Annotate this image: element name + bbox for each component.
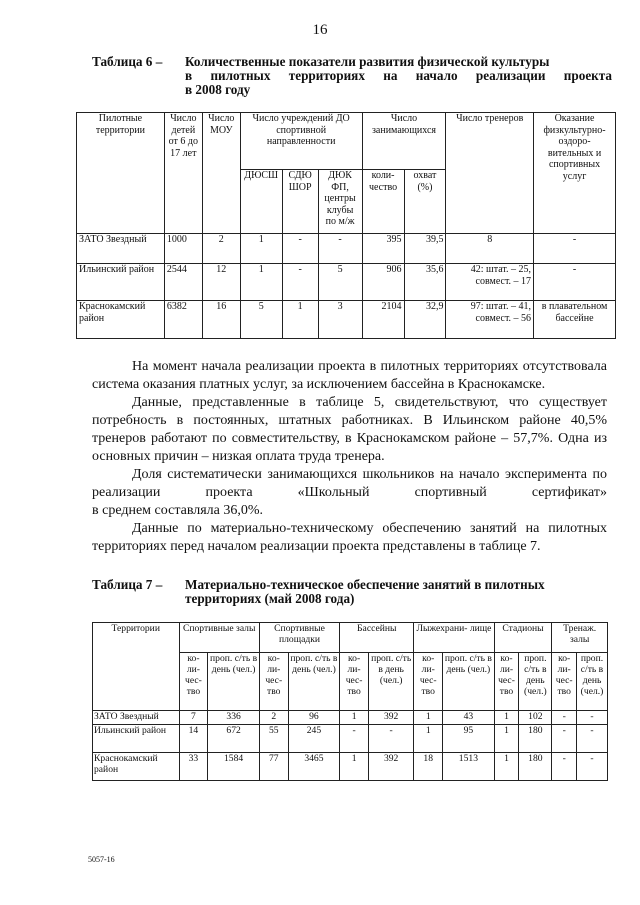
paragraph-3b: в среднем составляла 36,0%.: [92, 503, 264, 518]
t7-cell: 18: [414, 753, 443, 781]
t6-header-territory: Пилотные территории: [77, 113, 165, 234]
t7-header-qty: ко- ли- чес- тво: [552, 653, 577, 711]
paragraph-1: На момент начала реализации проекта в пилотных территориях отсутствовала система оказания платных услуг, за исключением бассейна в Краснокамске.: [92, 359, 607, 392]
t7-header-cap: проп. с/ть в день (чел.): [577, 653, 608, 711]
table7: [92, 622, 608, 781]
t7-cell: 1: [494, 725, 519, 753]
t7-header-cap: проп. с/ть в день (чел.): [519, 653, 552, 711]
table6-title-line2: в пилотных территориях на начало реализации проекта: [185, 68, 612, 83]
t7-cell: -: [552, 753, 577, 781]
page-number: 16: [312, 22, 328, 38]
t7-cell: 77: [259, 753, 288, 781]
t7-cell: 180: [519, 725, 552, 753]
t6-header-count: коли- чество: [362, 170, 404, 234]
t6-header-mou: Число МОУ: [202, 113, 240, 234]
t7-cell: 1: [494, 711, 519, 725]
t7-cell: -: [577, 711, 608, 725]
t7-cell: 392: [369, 711, 414, 725]
t7-cell: 1584: [208, 753, 260, 781]
body-text: [92, 358, 607, 556]
t6-header-institutions: Число учреждений ДО спортивной направленности: [240, 113, 362, 170]
t7-cell-territory: ЗАТО Звездный: [93, 711, 180, 725]
t7-cell: 1513: [443, 753, 495, 781]
t7-cell: 1: [494, 753, 519, 781]
paragraph-2: Данные, представленные в таблице 5, свидетельствуют, что существует потребность в постоянных, штатных работниках. В Ильинском районе 40,5% тренеров работают по совместительству, в Краснокамском районе – 57,7%. Одна из основных причин – низкая оплата труда тренера.: [92, 395, 607, 464]
t6-header-dyussh: ДЮСШ: [240, 170, 282, 234]
table-row: [93, 725, 608, 753]
table6-title-line1: Количественные показатели развития физической культуры: [185, 54, 550, 69]
t6-header-students: Число занимающихся: [362, 113, 446, 170]
t6-cell-territory: Ильинский район: [77, 264, 165, 301]
t7-cell: 1: [340, 711, 369, 725]
t7-cell: -: [552, 711, 577, 725]
t7-cell: 55: [259, 725, 288, 753]
t6-cell-coaches: 42: штат. – 25, совмест. – 17: [446, 264, 534, 301]
t7-cell: 14: [179, 725, 208, 753]
t6-cell-count: 2104: [362, 301, 404, 339]
t7-header-qty: ко- ли- чес- тво: [259, 653, 288, 711]
t6-cell-territory: Краснокамский район: [77, 301, 165, 339]
t7-cell: -: [577, 725, 608, 753]
t6-cell-dyussh: 1: [240, 264, 282, 301]
table-row: [93, 711, 608, 725]
t6-cell-services: -: [534, 264, 616, 301]
t6-cell-dyussh: 1: [240, 234, 282, 264]
t7-cell: 392: [369, 753, 414, 781]
table7-label: Таблица 7 –: [92, 577, 163, 592]
t7-header-qty: ко- ли- чес- тво: [340, 653, 369, 711]
table7-caption: [92, 578, 592, 606]
t7-header-stadiums: Стадионы: [494, 623, 552, 653]
t6-cell-children: 1000: [164, 234, 202, 264]
t7-header-gyms: Тренаж. залы: [552, 623, 608, 653]
t7-cell: 1: [414, 711, 443, 725]
table-row: [77, 264, 616, 301]
t6-cell-children: 2544: [164, 264, 202, 301]
t7-header-halls: Спортивные залы: [179, 623, 259, 653]
t6-cell-count: 906: [362, 264, 404, 301]
t7-header-qty: ко- ли- чес- тво: [494, 653, 519, 711]
t6-header-services: Оказание физкультурно- оздоро- вительных и спортивных услуг: [534, 113, 616, 234]
t7-header-ski: Лыжехрани- лище: [414, 623, 494, 653]
t7-cell-territory: Краснокамский район: [93, 753, 180, 781]
t6-cell-mou: 16: [202, 301, 240, 339]
t6-cell-mou: 12: [202, 264, 240, 301]
t6-cell-coaches: 97: штат. – 41, совмест. – 56: [446, 301, 534, 339]
t7-header-pools: Бассейны: [340, 623, 414, 653]
t6-cell-sdyushor: 1: [282, 301, 318, 339]
table-row: [77, 234, 616, 264]
table6-title-line3: в 2008 году: [185, 82, 251, 97]
t7-header-cap: проп. с/ть в день (чел.): [288, 653, 340, 711]
t7-header-cap: проп. с/ть в день (чел.): [443, 653, 495, 711]
t6-cell-coverage: 32,9: [404, 301, 446, 339]
t7-cell: -: [340, 725, 369, 753]
t7-cell: 336: [208, 711, 260, 725]
t7-cell: -: [577, 753, 608, 781]
paragraph-3a: Доля систематически занимающихся школьников на начало эксперимента по реализации проекта «Школьный спортивный сертификат»: [92, 467, 607, 500]
t7-cell: 33: [179, 753, 208, 781]
t6-cell-children: 6382: [164, 301, 202, 339]
table7-title-line2: территориях (май 2008 года): [185, 591, 355, 606]
t7-cell: 245: [288, 725, 340, 753]
t6-cell-services: -: [534, 234, 616, 264]
t6-header-coaches: Число тренеров: [446, 113, 534, 234]
t6-cell-coaches: 8: [446, 234, 534, 264]
t6-cell-territory: ЗАТО Звездный: [77, 234, 165, 264]
t7-cell: 95: [443, 725, 495, 753]
t7-cell: 7: [179, 711, 208, 725]
t7-header-cap: проп. с/ть в день (чел.): [208, 653, 260, 711]
t6-cell-mou: 2: [202, 234, 240, 264]
table-row: [77, 301, 616, 339]
t7-header-qty: ко- ли- чес- тво: [179, 653, 208, 711]
table6: [76, 112, 616, 339]
t6-cell-count: 395: [362, 234, 404, 264]
footer-code: 5057-16: [88, 855, 115, 864]
table-row: [93, 753, 608, 781]
t7-header-cap: проп. с/ть в день (чел.): [369, 653, 414, 711]
t7-cell: 96: [288, 711, 340, 725]
t7-cell-territory: Ильинский район: [93, 725, 180, 753]
t7-cell: 2: [259, 711, 288, 725]
t7-cell: 1: [340, 753, 369, 781]
t7-cell: 102: [519, 711, 552, 725]
paragraph-4: Данные по материально-техническому обеспечению занятий на пилотных территориях перед началом реализации проекта представлены в таблице 7.: [92, 521, 607, 554]
t6-cell-dyukfp: -: [318, 234, 362, 264]
table6-caption: [92, 55, 612, 97]
t7-cell: 672: [208, 725, 260, 753]
t6-cell-sdyushor: -: [282, 264, 318, 301]
t6-header-sdyushor: СДЮ ШОР: [282, 170, 318, 234]
t7-header-grounds: Спортивные площадки: [259, 623, 339, 653]
t7-header-qty: ко- ли- чес- тво: [414, 653, 443, 711]
t6-header-coverage: охват (%): [404, 170, 446, 234]
t6-header-children: Число детей от 6 до 17 лет: [164, 113, 202, 234]
table6-label: Таблица 6 –: [92, 54, 163, 69]
t6-cell-coverage: 35,6: [404, 264, 446, 301]
t7-cell: -: [369, 725, 414, 753]
t7-header-territory: Территории: [93, 623, 180, 711]
t7-cell: -: [552, 725, 577, 753]
table7-title-line1: Материально-техническое обеспечение занятий в пилотных: [185, 577, 545, 592]
t7-cell: 180: [519, 753, 552, 781]
t7-cell: 1: [414, 725, 443, 753]
t7-cell: 43: [443, 711, 495, 725]
t6-cell-services: в плавательном бассейне: [534, 301, 616, 339]
t6-cell-dyukfp: 3: [318, 301, 362, 339]
t6-header-dyukfp: ДЮК ФП, центры клубы по м/ж: [318, 170, 362, 234]
t6-cell-dyussh: 5: [240, 301, 282, 339]
t6-cell-dyukfp: 5: [318, 264, 362, 301]
t7-cell: 3465: [288, 753, 340, 781]
t6-cell-sdyushor: -: [282, 234, 318, 264]
t6-cell-coverage: 39,5: [404, 234, 446, 264]
